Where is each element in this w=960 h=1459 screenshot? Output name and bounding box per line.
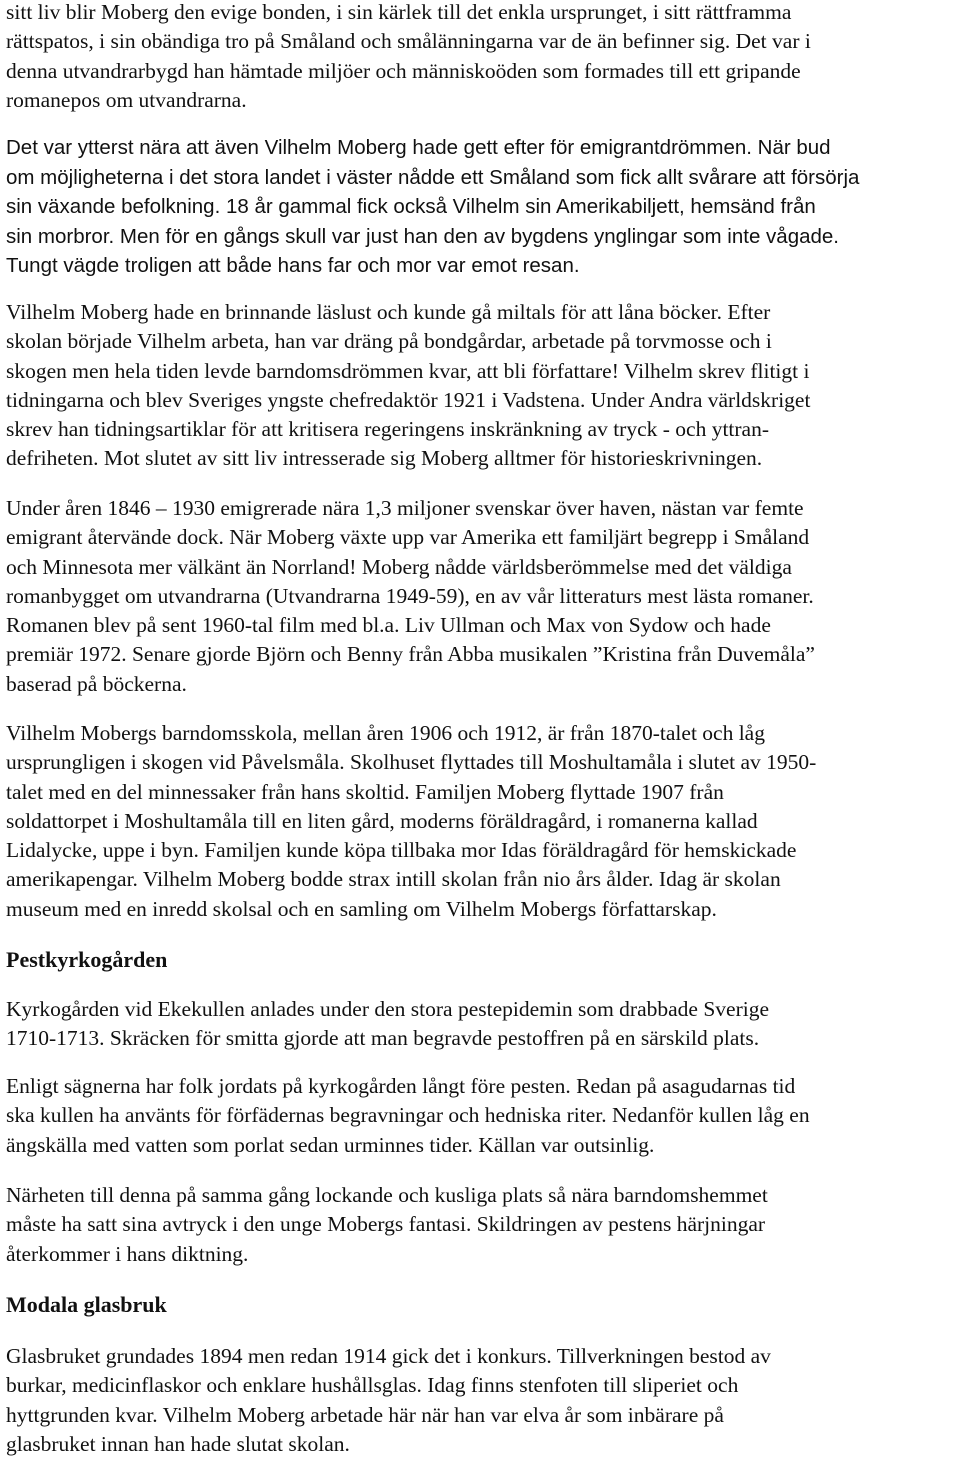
text-line: defriheten. Mot slutet av sitt liv intresserade sig Moberg alltmer för historieskrivningen. <box>6 446 763 471</box>
text-line: sin växande befolkning. 18 år gammal fick också Vilhelm sin Amerikabiljett, hemsänd från <box>6 195 816 218</box>
text-line: skolan började Vilhelm arbeta, han var dräng på bondgårdar, arbetade på torvmosse och i <box>6 329 772 354</box>
text-line: och Minnesota mer välkänt än Norrland! Moberg nådde världsberömmelse med det väldiga <box>6 554 792 579</box>
paragraph-fantasy <box>6 1181 768 1269</box>
text-line: Kyrkogården vid Ekekullen anlades under den stora pestepidemin som drabbade Sverige <box>6 997 770 1021</box>
text-line: Glasbruket grundades 1894 men redan 1914 gick det i konkurs. Tillverkningen bestod av <box>6 1344 771 1368</box>
text-line: baserad på böckerna. <box>6 671 187 696</box>
text-line: skogen men hela tiden levde barndomsdrömmen kvar, att bli författare! Vilhelm skrev flitigt i <box>6 358 810 383</box>
text-line: talet med en del minnessaker från hans skoltid. Familjen Moberg flyttade 1907 från <box>6 779 724 804</box>
text-line: ursprungligen i skogen vid Påvelsmåla. Skolhuset flyttades till Moshultamåla i slutet av 1950- <box>6 750 817 775</box>
text-line: sin morbror. Men för en gångs skull var just han den av bygdens ynglingar som inte vågade. <box>6 224 839 248</box>
text-line: om möjligheterna i det stora landet i väster nådde ett Småland som fick allt svårare att försörja <box>6 165 860 189</box>
text-line: ängskälla med vatten som porlat sedan urminnes tider. Källan var outsinlig. <box>6 1132 655 1157</box>
text-line: ska kullen ha använts för förfädernas begravningar och hedniska riter. Nedanför kullen låg en <box>6 1103 810 1128</box>
paragraph-legends <box>6 1072 810 1160</box>
text-line: romanbygget om utvandrarna (Utvandrarna 1949-59), en av vår litteraturs mest lästa romaner. <box>6 583 814 608</box>
text-line: Det var ytterst nära att även Vilhelm Moberg hade gett efter för emigrantdrömmen. När bud <box>6 136 831 159</box>
text-line: romanepos om utvandrarna. <box>6 87 247 112</box>
paragraph-intro <box>6 0 811 115</box>
text-line: Enligt sägnerna har folk jordats på kyrkogården långt före pesten. Redan på asagudarnas tid <box>6 1074 796 1098</box>
text-line: skrev han tidningsartiklar för att kritisera regeringens inskränkning av tryck - och yttran- <box>6 417 770 442</box>
text-line: emigrant återvände dock. När Moberg växte upp var Amerika ett familjärt begrepp i Småland <box>6 525 810 550</box>
text-line: Vilhelm Mobergs barndomsskola, mellan åren 1906 och 1912, är från 1870-talet och låg <box>6 721 765 745</box>
text-line: Romanen blev på sent 1960-tal film med bl.a. Liv Ullman och Max von Sydow och hade <box>6 613 771 638</box>
section-heading-pestkyrkogarden: Pestkyrkogården <box>6 947 168 972</box>
text-line: hyttgrunden kvar. Vilhelm Moberg arbetade här när han var elva år som inbärare på <box>6 1402 724 1427</box>
paragraph-emigrant-dream <box>6 133 859 281</box>
paragraph-glassworks <box>6 1342 771 1459</box>
section-heading-modala-glasbruk: Modala glasbruk <box>6 1292 167 1317</box>
text-line: Tungt vägde troligen att både hans far och mor var emot resan. <box>6 254 580 277</box>
text-line: glasbruket innan han hade slutat skolan. <box>6 1431 350 1456</box>
paragraph-school <box>6 719 816 924</box>
text-line: denna utvandrarbygd han hämtade miljöer och människoöden som formades till ett gripande <box>6 58 801 83</box>
text-line: Närheten till denna på samma gång lockande och kusliga plats så nära barndomshemmet <box>6 1183 768 1207</box>
text-line: måste ha satt sina avtryck i den unge Mobergs fantasi. Skildringen av pestens härjningar <box>6 1212 766 1237</box>
text-line: återkommer i hans diktning. <box>6 1241 249 1266</box>
paragraph-reading-career <box>6 298 810 474</box>
text-line: soldattorpet i Moshultamåla till en liten gård, moderns föräldragård, i romanerna kallad <box>6 808 758 833</box>
text-line: burkar, medicinflaskor och enklare hushållsglas. Idag finns stenfoten till sliperiet och <box>6 1373 739 1398</box>
paragraph-emigration <box>6 494 815 699</box>
text-line: 1710-1713. Skräcken för smitta gjorde att man begravde pestoffren på en särskild plats. <box>6 1026 760 1051</box>
text-line: Under åren 1846 – 1930 emigrerade nära 1,3 miljoner svenskar över haven, nästan var femte <box>6 496 804 520</box>
paragraph-cemetery <box>6 995 769 1054</box>
text-line: sitt liv blir Moberg den evige bonden, i sin kärlek till det enkla ursprunget, i sitt rättframma <box>6 0 792 24</box>
text-line: amerikapengar. Vilhelm Moberg bodde strax intill skolan från nio års ålder. Idag är skolan <box>6 867 781 892</box>
text-line: premiär 1972. Senare gjorde Björn och Benny från Abba musikalen ”Kristina från Duvemåla” <box>6 642 815 667</box>
text-line: rättspatos, i sin obändiga tro på Småland och smålänningarna var de än befinner sig. Det var i <box>6 29 811 54</box>
text-line: Lidalycke, uppe i byn. Familjen kunde köpa tillbaka mor Idas föräldragård för hemskickade <box>6 838 797 863</box>
text-line: museum med en inredd skolsal och en samling om Vilhelm Mobergs författarskap. <box>6 896 717 921</box>
text-line: Vilhelm Moberg hade en brinnande läslust och kunde gå miltals för att låna böcker. Efter <box>6 300 771 324</box>
text-line: tidningarna och blev Sveriges yngste chefredaktör 1921 i Vadstena. Under Andra världskriget <box>6 387 811 412</box>
